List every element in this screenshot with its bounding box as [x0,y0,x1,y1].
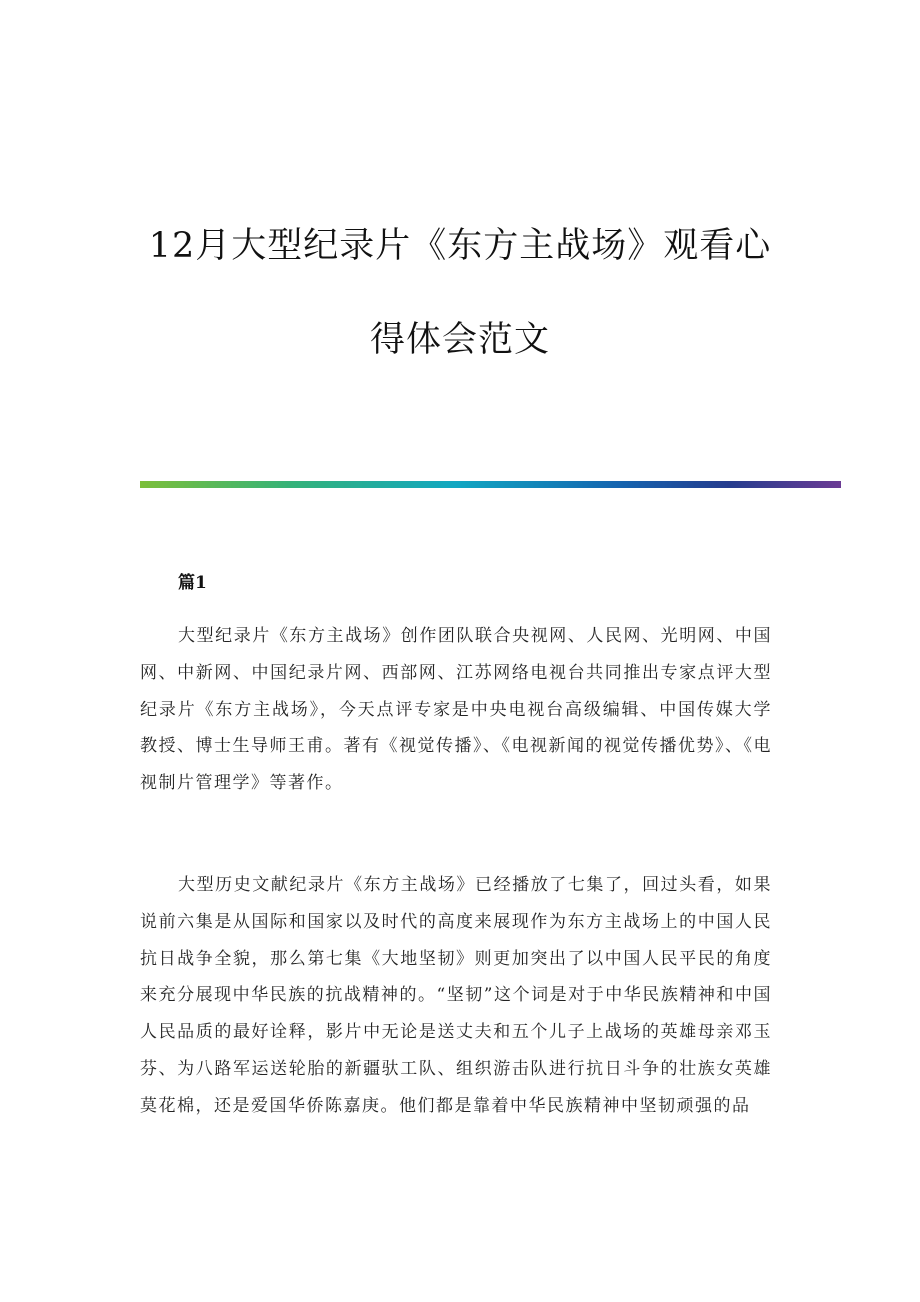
body-paragraph-1: 大型纪录片《东方主战场》创作团队联合央视网、人民网、光明网、中国网、中新网、中国纪录片网、西部网、江苏网络电视台共同推出专家点评大型纪录片《东方主战场》，今天点评专家是中央电视台高级编辑、中国传媒大学教授、博士生导师王甫。著有《视觉传播》、《电视新闻的视觉传播优势》、《电视制片管理学》等著作。 [140,626,772,794]
body-paragraph-2: 大型历史文献纪录片《东方主战场》已经播放了七集了，回过头看，如果说前六集是从国际和国家以及时代的高度来展现作为东方主战场上的中国人民抗日战争全貌，那么第七集《大地坚韧》则更加突出了以中国人民平民的角度来充分展现中华民族的抗战精神的。“坚韧”这个词是对于中华民族精神和中国人民品质的最好诠释，影片中无论是送丈夫和五个儿子上战场的英雄母亲邓玉芬、为八路军运送轮胎的新疆驮工队、组织游击队进行抗日斗争的壮族女英雄莫花棉，还是爱国华侨陈嘉庚。他们都是靠着中华民族精神中坚韧顽强的品 [140,875,772,1116]
gradient-divider [140,481,841,488]
document-title-line-1: 12月大型纪录片《东方主战场》观看心 [148,226,772,266]
document-title-line-2: 得体会范文 [369,320,550,360]
section-heading: 篇1 [178,573,207,593]
